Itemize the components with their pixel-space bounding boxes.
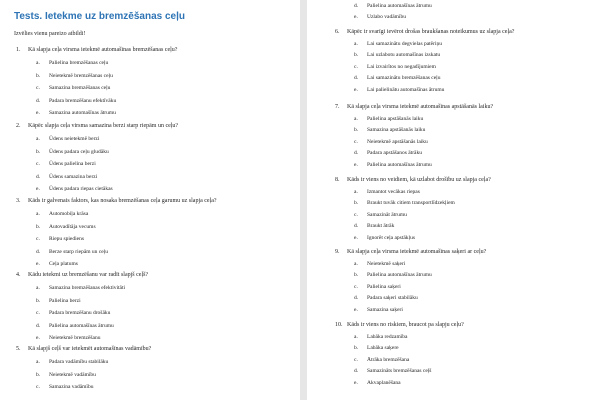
answer-option <box>36 384 94 390</box>
answer-option <box>354 161 432 168</box>
answer-option <box>36 173 98 180</box>
answer-option <box>354 63 436 70</box>
option-text: Neietekmē vadāmību <box>49 371 96 378</box>
option-text: Riepu spiediens <box>49 236 84 242</box>
option-text: Ūdens palielina berzi <box>49 161 96 167</box>
option-text: Palielina apstāšanās laiku <box>367 115 424 122</box>
question-text: Kāds ir galvenais faktors, kas nosaka bremzēšanas ceļa garumu uz slapja ceļa? <box>28 198 217 204</box>
answer-option <box>36 148 109 155</box>
answer-option <box>354 295 418 301</box>
option-text: Palielina berzi <box>49 297 81 304</box>
question-number: 6. <box>335 29 340 35</box>
option-letter: b. <box>36 297 41 304</box>
answer-option <box>36 335 101 341</box>
question-4 <box>16 272 148 278</box>
option-text: Samazina saķeri <box>367 306 403 313</box>
question-text: Kāpēc slapja ceļa virsma samazina berzi starp riepām un ceļu? <box>28 123 179 129</box>
answer-option <box>354 260 406 267</box>
option-text: Braukt tuvāk citiem transportlīdzekļiem <box>367 200 455 206</box>
option-text: Padara saķeri stabilāku <box>367 295 418 301</box>
option-text: Lai samazinātu bremzēšanas ceļu <box>367 75 441 81</box>
answer-option <box>36 236 84 242</box>
answer-option <box>354 272 432 278</box>
question-9 <box>335 249 486 255</box>
answer-option <box>354 138 428 145</box>
option-text: Palielina automašīnas ātrumu <box>367 272 432 278</box>
question-text: Kādu ietekmi uz bremzēšanu var radīt slapjš ceļš? <box>28 272 149 278</box>
instruction-text: Izvēlies vienu pareizo atbildi! <box>14 31 86 37</box>
answer-option <box>36 359 109 365</box>
option-letter: b. <box>36 72 41 79</box>
option-text: Lai samazinātu degvielas patēriņu <box>367 40 442 47</box>
option-text: Labāka saķere <box>367 345 399 351</box>
answer-option <box>36 85 111 91</box>
option-text: Ūdens samazina berzi <box>49 173 98 180</box>
question-number: 10. <box>335 322 343 328</box>
question-8 <box>335 177 491 183</box>
option-text: Ūdens padara riepas cietākas <box>49 186 113 192</box>
option-text: Palielina saķeri <box>367 283 401 290</box>
question-number: 5. <box>16 346 21 352</box>
answer-option <box>36 371 96 378</box>
option-text: Automobiļa krāsa <box>49 211 89 217</box>
option-text: Ceļa platums <box>49 261 78 267</box>
option-letter: a. <box>36 211 40 217</box>
answer-option <box>36 285 126 291</box>
option-text: Samazināt ātrumu <box>367 211 407 218</box>
answer-option <box>354 127 426 133</box>
answer-option <box>354 345 399 351</box>
option-letter: d. <box>354 75 359 81</box>
option-letter: e. <box>36 110 40 116</box>
answer-option <box>354 379 401 386</box>
option-text: Lai uzlabotu automašīnas izskatu <box>367 52 441 58</box>
option-letter: e. <box>354 306 358 313</box>
option-letter: e. <box>354 379 358 386</box>
option-text: Labāka redzamība <box>367 333 408 340</box>
option-letter: d. <box>36 97 41 104</box>
option-letter: a. <box>36 359 40 365</box>
answer-option <box>36 186 113 192</box>
option-letter: a. <box>354 188 358 195</box>
option-text: Ātrāka bremzēšana <box>367 356 410 363</box>
option-text: Palielina bremzēšanas ceļu <box>49 60 109 66</box>
answer-option <box>354 188 420 195</box>
option-letter: d. <box>354 3 359 9</box>
option-text: Neietekmē saķeri <box>367 260 406 267</box>
option-letter: a. <box>354 40 358 47</box>
question-number: 2. <box>16 123 21 129</box>
question-5 <box>16 346 151 352</box>
option-text: Neietekmē bremzēšanu <box>49 335 101 341</box>
option-text: Izmantot vecākas riepas <box>367 188 420 195</box>
answer-option <box>36 110 116 116</box>
option-text: Berze starp riepām un ceļu <box>49 248 108 255</box>
option-letter: b. <box>36 223 41 230</box>
option-letter: c. <box>354 283 358 290</box>
option-letter: b. <box>354 200 359 206</box>
option-letter: d. <box>354 295 359 301</box>
answer-option <box>36 322 114 329</box>
question-number: 7. <box>335 104 340 110</box>
question-text: Kā slapja ceļa virsma ietekmē automašīnas bremzēšanas ceļu? <box>28 47 178 53</box>
option-letter: e. <box>354 161 358 168</box>
option-letter: d. <box>36 322 41 329</box>
option-letter: c. <box>36 161 40 167</box>
option-text: Padara vadāmību stabilāku <box>49 359 109 365</box>
question-1 <box>16 47 177 53</box>
option-letter: c. <box>354 138 358 145</box>
option-letter: e. <box>354 86 358 93</box>
option-letter: c. <box>36 384 40 390</box>
option-letter: e. <box>354 234 358 241</box>
option-letter: d. <box>36 173 41 180</box>
option-letter: a. <box>354 115 358 122</box>
answer-option <box>36 261 78 267</box>
option-letter: c. <box>36 310 40 316</box>
option-text: Ūdens padara ceļu gludāku <box>49 148 109 155</box>
option-text: Lai palielinātu automašīnas ātrumu <box>367 86 445 93</box>
answer-option <box>354 75 441 81</box>
answer-option <box>354 3 432 9</box>
question-2 <box>16 123 178 129</box>
option-text: Autovadītāja vecums <box>49 223 96 230</box>
option-text: Samazina bremzēšanas efektivitāti <box>49 285 126 291</box>
option-letter: d. <box>354 223 359 229</box>
option-text: Akvaplanēšana <box>367 379 401 386</box>
answer-option <box>354 306 403 313</box>
answer-option <box>354 86 445 93</box>
option-text: Ignorēt ceļa apstākļus <box>367 234 415 241</box>
option-letter: e. <box>354 14 358 20</box>
question-number: 4. <box>16 272 21 278</box>
answer-option <box>354 234 415 241</box>
option-letter: c. <box>354 211 358 218</box>
question-text: Kā slapjš ceļš var ietekmēt automašīnas vadāmību? <box>28 346 152 352</box>
option-letter: e. <box>36 335 40 341</box>
answer-option <box>36 310 111 316</box>
document-title: Tests. Ietekme uz bremzēšanas ceļu <box>14 11 186 22</box>
option-letter: d. <box>36 248 41 255</box>
answer-option <box>36 72 113 79</box>
question-text: Kāds ir viens no veidiem, kā uzlabot drošību uz slapja ceļa? <box>347 177 491 183</box>
answer-option <box>354 150 422 156</box>
question-text: Kāpēc ir svarīgi ievērot drošas braukšanas noteikumus uz slapja ceļa? <box>347 29 515 35</box>
answer-option <box>354 333 408 340</box>
question-text: Kā slapja ceļa virsma ietekmē automašīnas apstāšanās laiku? <box>347 104 494 110</box>
question-3 <box>16 198 217 204</box>
option-text: Samazina vadāmību <box>49 384 94 390</box>
answer-option <box>354 14 406 20</box>
option-text: Palielina automašīnas ātrumu <box>367 3 432 9</box>
option-letter: a. <box>36 60 40 66</box>
answer-option <box>354 211 407 218</box>
question-7 <box>335 104 493 110</box>
question-10 <box>335 322 464 328</box>
option-letter: e. <box>36 261 40 267</box>
option-text: Padara apstāšanos ātrāku <box>367 150 422 156</box>
option-letter: b. <box>354 52 359 58</box>
option-letter: c. <box>354 63 358 70</box>
answer-option <box>36 60 109 66</box>
answer-option <box>36 297 81 304</box>
option-text: Lai izvairītos no negadījumiem <box>367 63 436 70</box>
answer-option <box>354 368 432 374</box>
option-text: Uzlabo vadāmību <box>367 14 406 20</box>
option-letter: a. <box>36 285 40 291</box>
question-number: 1. <box>16 47 21 53</box>
question-number: 9. <box>335 249 340 255</box>
question-number: 8. <box>335 177 340 183</box>
question-6 <box>335 29 514 35</box>
answer-option <box>354 356 410 363</box>
option-letter: e. <box>36 186 40 192</box>
option-text: Samazina apstāšanās laiku <box>367 127 426 133</box>
option-text: Neietekmē apstāšanās laiku <box>367 138 428 145</box>
answer-option <box>354 115 424 122</box>
option-text: Braukt ātrāk <box>367 223 395 229</box>
option-text: Padara bremzēšanu drošāku <box>49 310 111 316</box>
option-text: Neietekmē bremzēšanas ceļu <box>49 72 113 79</box>
answer-option <box>354 40 442 47</box>
page-right <box>307 0 600 400</box>
option-letter: c. <box>36 236 40 242</box>
option-letter: a. <box>354 333 358 340</box>
option-text: Padara bremzēšanu efektīvāku <box>49 97 117 104</box>
option-letter: b. <box>36 148 41 155</box>
option-text: Samazina bremzēšanas ceļu <box>49 85 111 91</box>
option-letter: c. <box>36 85 40 91</box>
option-letter: c. <box>354 356 358 363</box>
answer-option <box>354 223 395 229</box>
option-text: Ūdens neietekmē berzi <box>49 136 100 142</box>
answer-option <box>36 223 96 230</box>
answer-option <box>36 211 89 217</box>
answer-option <box>36 136 100 142</box>
question-text: Kāds ir viens no riskiem, braucot pa slapju ceļu? <box>347 322 464 328</box>
answer-option <box>36 97 117 104</box>
answer-option <box>354 52 441 58</box>
option-letter: a. <box>354 260 358 267</box>
option-letter: d. <box>354 150 359 156</box>
option-letter: a. <box>36 136 40 142</box>
question-text: Kā slapja ceļa virsma ietekmē automašīnas saķeri ar ceļu? <box>347 249 487 255</box>
answer-option <box>36 161 96 167</box>
answer-option <box>354 200 455 206</box>
option-text: Samazināts bremzēšanas ceļš <box>367 368 432 374</box>
option-text: Palielina automašīnas ātrumu <box>367 161 432 168</box>
option-letter: b. <box>36 371 41 378</box>
option-letter: d. <box>354 368 359 374</box>
option-letter: b. <box>354 272 359 278</box>
option-text: Samazina automašīnas ātrumu <box>49 110 116 116</box>
answer-option <box>36 248 108 255</box>
question-number: 3. <box>16 198 21 204</box>
answer-option <box>354 283 401 290</box>
option-letter: b. <box>354 127 359 133</box>
option-text: Palielina automašīnas ātrumu <box>49 322 114 329</box>
option-letter: b. <box>354 345 359 351</box>
